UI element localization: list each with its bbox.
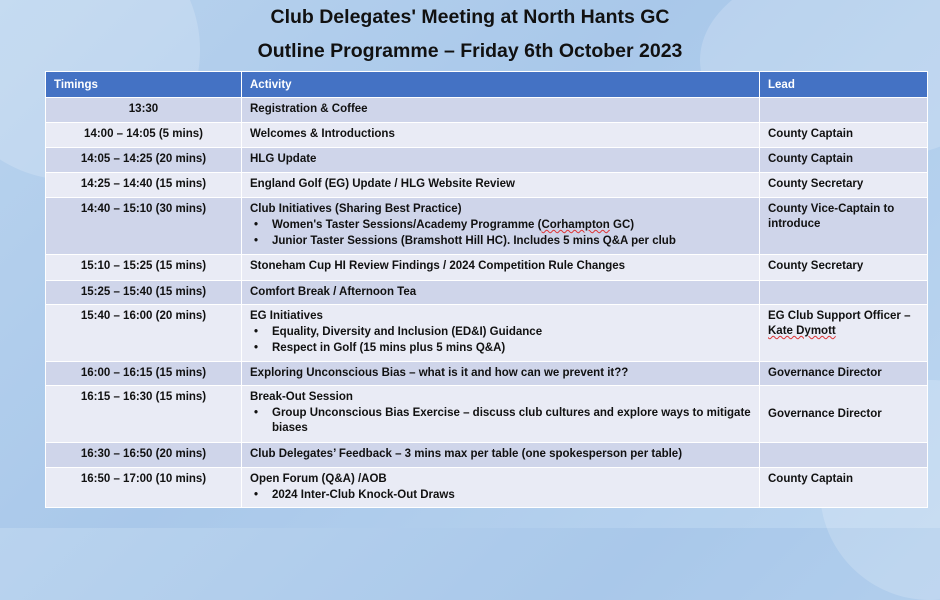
page-subtitle: Outline Programme – Friday 6th October 2023 — [257, 40, 683, 62]
row-time: 14:05 – 14:25 (20 mins) — [46, 148, 242, 173]
row-lead: County Captain — [760, 123, 928, 148]
row-activity: Welcomes & Introductions — [242, 123, 760, 148]
kate-dymott-text: Kate Dymott — [768, 325, 836, 337]
header-activity: Activity — [242, 72, 760, 98]
row-lead: Governance Director — [760, 362, 928, 386]
row-activity-cell — [242, 386, 760, 443]
table-row — [46, 98, 928, 123]
row-time: 15:25 – 15:40 (15 mins) — [46, 281, 242, 305]
row-activity: Registration & Coffee — [242, 98, 760, 123]
row-activity: Club Delegates’ Feedback – 3 mins max per table (one spokesperson per table) — [242, 443, 760, 468]
table-row — [46, 255, 928, 281]
table-row — [46, 173, 928, 198]
activity-bullet: • Women's Taster Sessions/Academy Programme (Corhampton GC) — [250, 218, 751, 233]
table-row — [46, 305, 928, 362]
row-activity: Comfort Break / Afternoon Tea — [242, 281, 760, 305]
table-row — [46, 386, 928, 443]
table-row — [46, 443, 928, 468]
activity-bullet: • 2024 Inter-Club Knock-Out Draws — [250, 488, 751, 503]
row-lead: County Vice-Captain to introduce — [760, 198, 928, 255]
activity-bullet: • Equality, Diversity and Inclusion (ED&I) Guidance — [250, 325, 751, 340]
row-time: 14:00 – 14:05 (5 mins) — [46, 123, 242, 148]
row-time: 15:40 – 16:00 (20 mins) — [46, 305, 242, 362]
activity-bullet: • Respect in Golf (15 mins plus 5 mins Q&A) — [250, 341, 751, 356]
row-activity-cell — [242, 198, 760, 255]
table-row — [46, 198, 928, 255]
page-title: Club Delegates' Meeting at North Hants GC — [270, 6, 670, 28]
row-activity: EG Initiatives — [250, 310, 323, 322]
row-lead-text: Governance Director — [768, 407, 882, 420]
header-lead: Lead — [760, 72, 928, 98]
row-lead — [760, 98, 928, 123]
row-activity-cell — [242, 305, 760, 362]
row-activity-cell — [242, 468, 760, 508]
table-header-row — [46, 72, 928, 98]
corhampton-text: Corhampton — [541, 219, 610, 231]
row-activity: Open Forum (Q&A) /AOB — [250, 473, 387, 485]
row-activity: HLG Update — [242, 148, 760, 173]
activity-bullet: • Group Unconscious Bias Exercise – discuss club cultures and explore ways to mitigate biases — [250, 406, 751, 436]
row-lead — [760, 443, 928, 468]
row-lead — [760, 386, 928, 443]
table-row — [46, 362, 928, 386]
table-row — [46, 281, 928, 305]
row-time: 13:30 — [46, 98, 242, 123]
row-time: 14:40 – 15:10 (30 mins) — [46, 198, 242, 255]
row-lead: County Secretary — [760, 255, 928, 281]
row-activity: Exploring Unconscious Bias – what is it and how can we prevent it?? — [242, 362, 760, 386]
row-lead — [760, 281, 928, 305]
header-timings: Timings — [46, 72, 242, 98]
row-time: 16:00 – 16:15 (15 mins) — [46, 362, 242, 386]
row-time: 14:25 – 14:40 (15 mins) — [46, 173, 242, 198]
row-time: 16:50 – 17:00 (10 mins) — [46, 468, 242, 508]
table-row — [46, 148, 928, 173]
row-time: 16:30 – 16:50 (20 mins) — [46, 443, 242, 468]
row-lead: EG Club Support Officer – Kate Dymott — [760, 305, 928, 362]
row-activity: Break-Out Session — [250, 391, 353, 403]
row-lead: County Secretary — [760, 173, 928, 198]
row-lead: County Captain — [760, 148, 928, 173]
row-time: 15:10 – 15:25 (15 mins) — [46, 255, 242, 281]
table-row — [46, 468, 928, 508]
activity-bullet: • Junior Taster Sessions (Bramshott Hill HC). Includes 5 mins Q&A per club — [250, 234, 751, 249]
row-activity: Club Initiatives (Sharing Best Practice) — [250, 203, 462, 215]
row-lead: County Captain — [760, 468, 928, 508]
row-activity: England Golf (EG) Update / HLG Website Review — [242, 173, 760, 198]
table-row — [46, 123, 928, 148]
programme-table — [45, 71, 928, 508]
row-activity: Stoneham Cup HI Review Findings / 2024 Competition Rule Changes — [242, 255, 760, 281]
row-time: 16:15 – 16:30 (15 mins) — [46, 386, 242, 443]
